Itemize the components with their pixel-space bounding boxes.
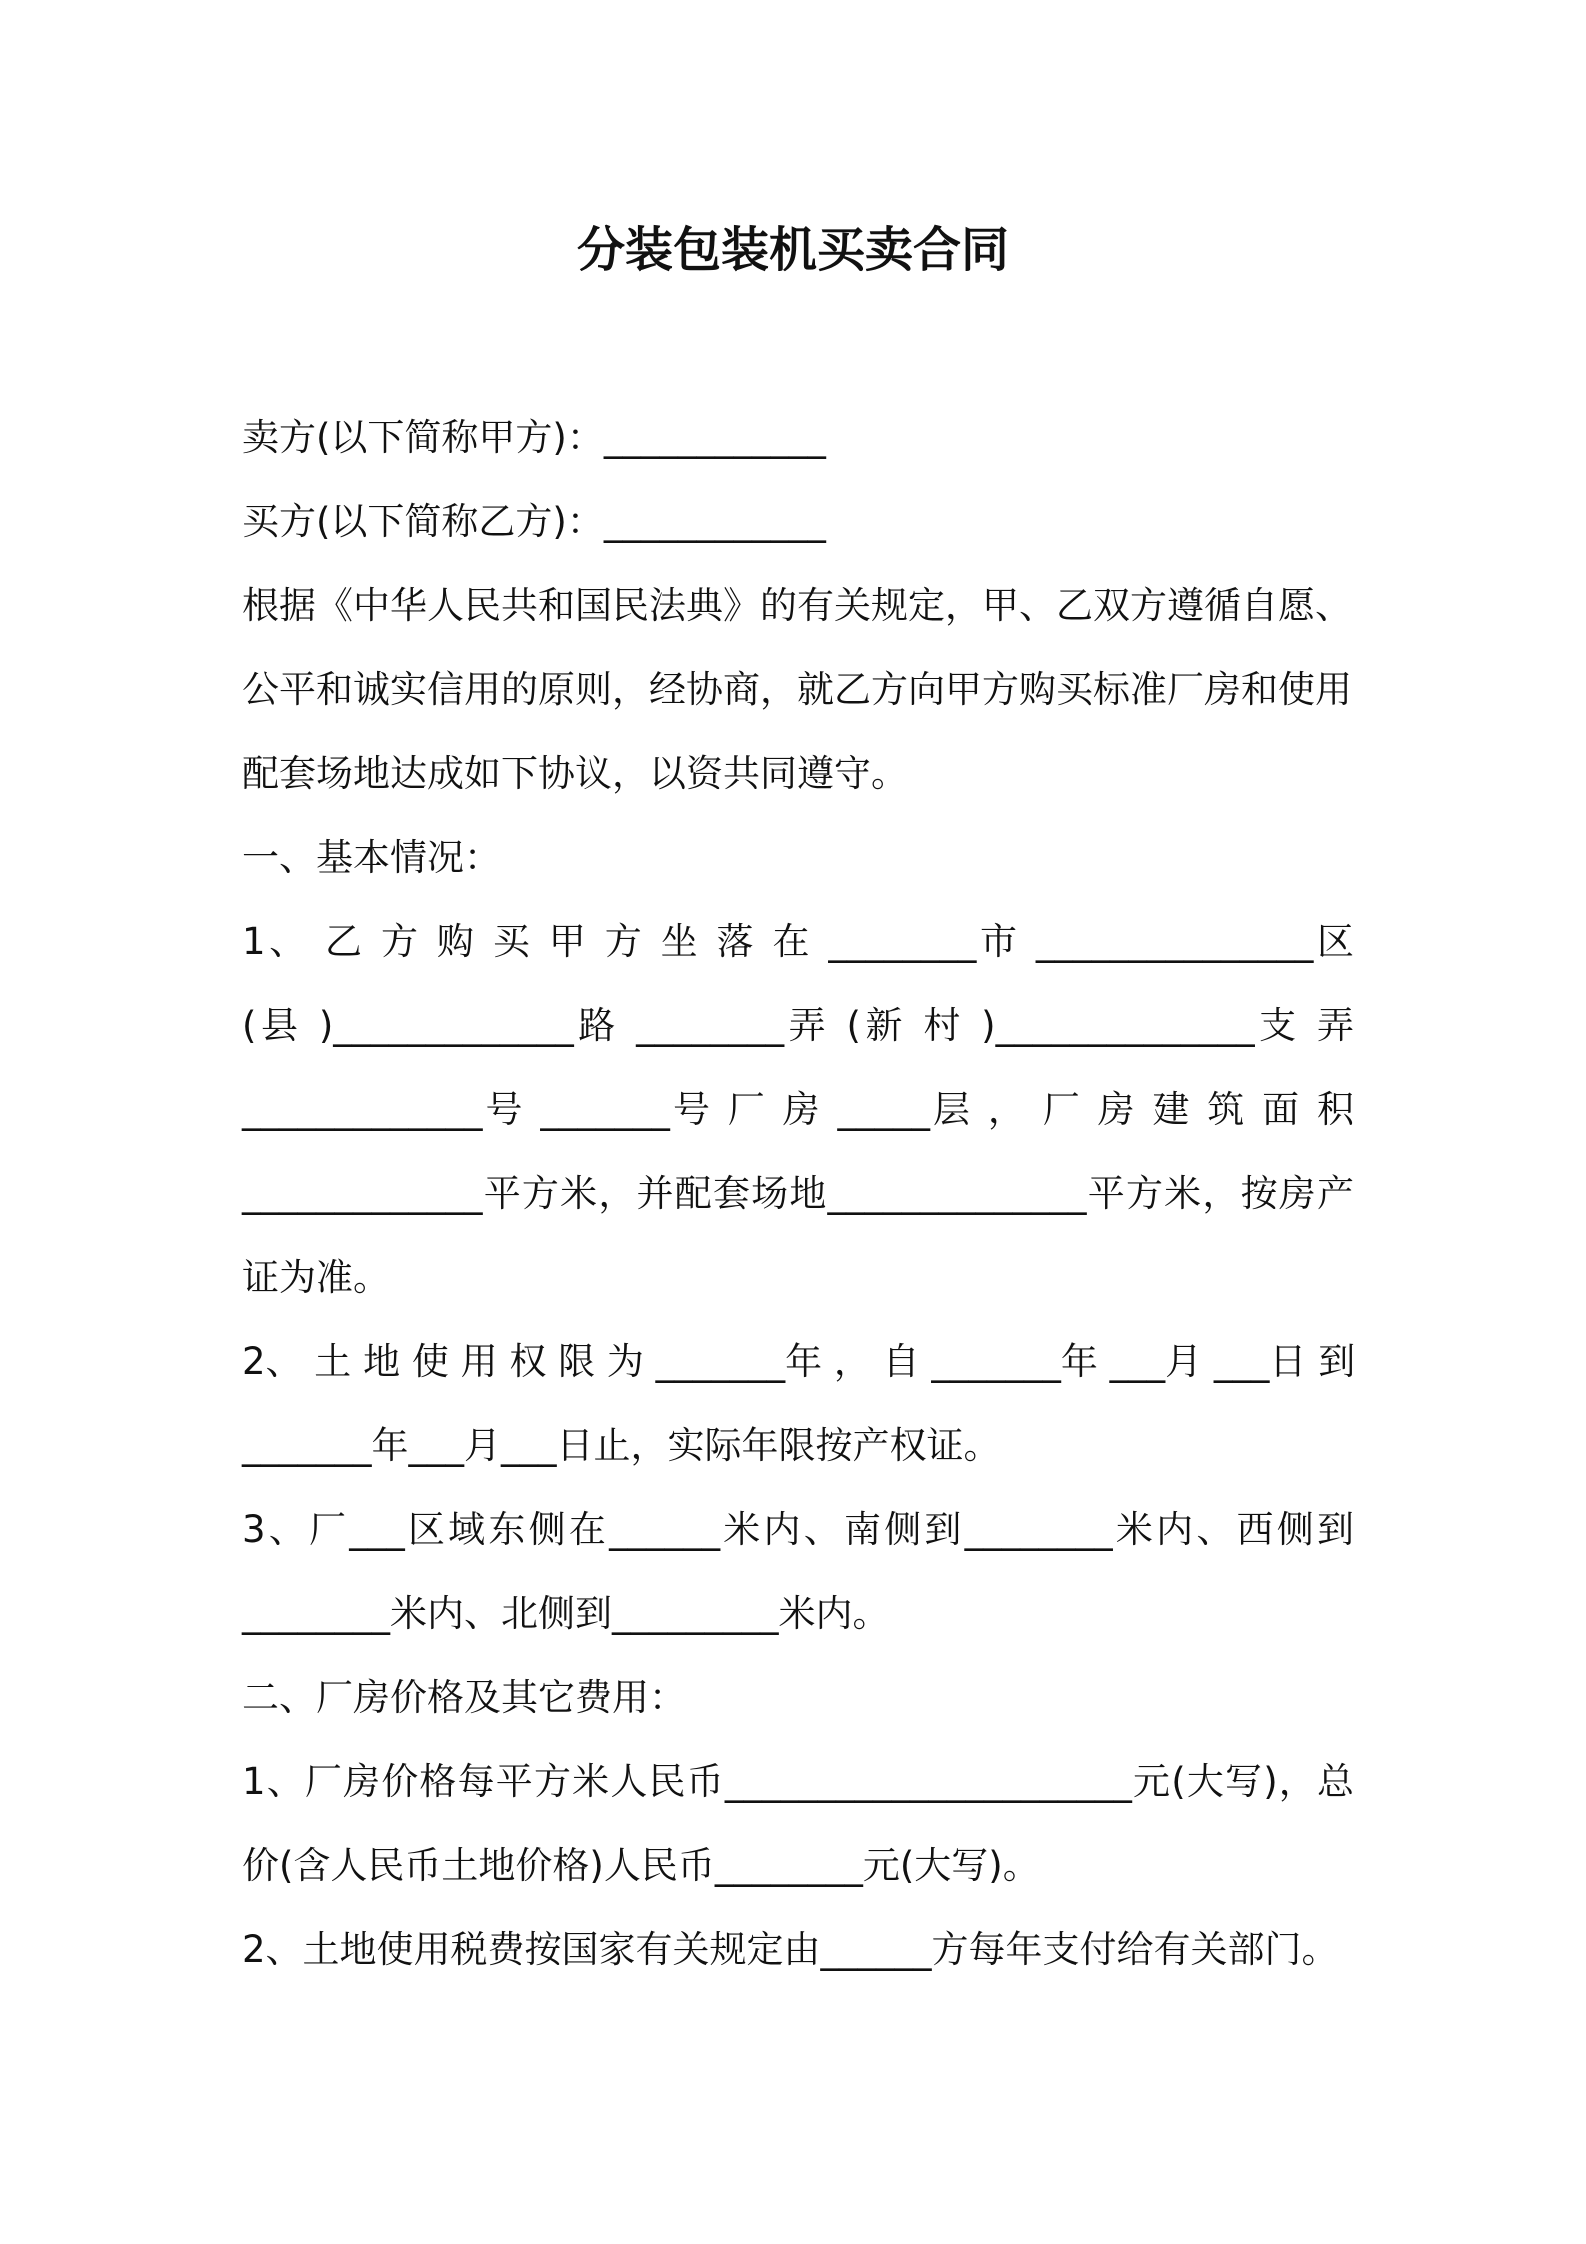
section-1-heading: 一、基本情况： xyxy=(242,836,501,879)
item-2-2-line-1: 2、土地使用税费按国家有关规定由______方每年支付给有关部门。 xyxy=(242,1928,1339,1971)
buyer-line: 买方(以下简称乙方)：____________ xyxy=(242,500,826,543)
item-1-3-line-2: ________米内、北侧到_________米内。 xyxy=(242,1592,890,1635)
item-1-2-line-1: 2、 土 地 使 用 权 限 为 _______年 ， 自 _______年 ___月 ___日 到 xyxy=(242,1340,1356,1383)
item-1-1-line-4: _____________平方米，并配套场地______________平方米，按房产 xyxy=(242,1172,1354,1215)
item-1-1-line-1: 1、 乙 方 购 买 甲 方 坐 落 在 ________市 _______________区 xyxy=(242,920,1354,963)
preamble-line-2: 公平和诚实信用的原则，经协商，就乙方向甲方购买标准厂房和使用 xyxy=(242,668,1352,711)
item-1-1-line-3: _____________号 _______号 厂 房 _____层 ， 厂 房 建 筑 面 积 xyxy=(242,1088,1354,1131)
item-1-3-line-1: 3、厂___区域东侧在______米内、南侧到________米内、西侧到 xyxy=(242,1508,1354,1551)
item-2-1-line-1: 1、厂房价格每平方米人民币______________________元(大写)，总 xyxy=(242,1760,1354,1803)
section-2-heading: 二、厂房价格及其它费用： xyxy=(242,1676,686,1719)
preamble-line-1: 根据《中华人民共和国民法典》的有关规定，甲、乙双方遵循自愿、 xyxy=(242,584,1352,627)
seller-line: 卖方(以下简称甲方)：____________ xyxy=(242,416,826,459)
item-2-1-line-2: 价(含人民币土地价格)人民币________元(大写)。 xyxy=(242,1844,1040,1887)
item-1-1-line-5: 证为准。 xyxy=(242,1256,390,1299)
document-title: 分装包装机买卖合同 xyxy=(576,222,1009,278)
item-1-1-line-2: (县 )_____________路 ________弄 (新 村 )______________支 弄 xyxy=(242,1004,1354,1047)
preamble-line-3: 配套场地达成如下协议，以资共同遵守。 xyxy=(242,752,908,795)
item-1-2-line-2: _______年___月___日止，实际年限按产权证。 xyxy=(242,1424,1001,1467)
